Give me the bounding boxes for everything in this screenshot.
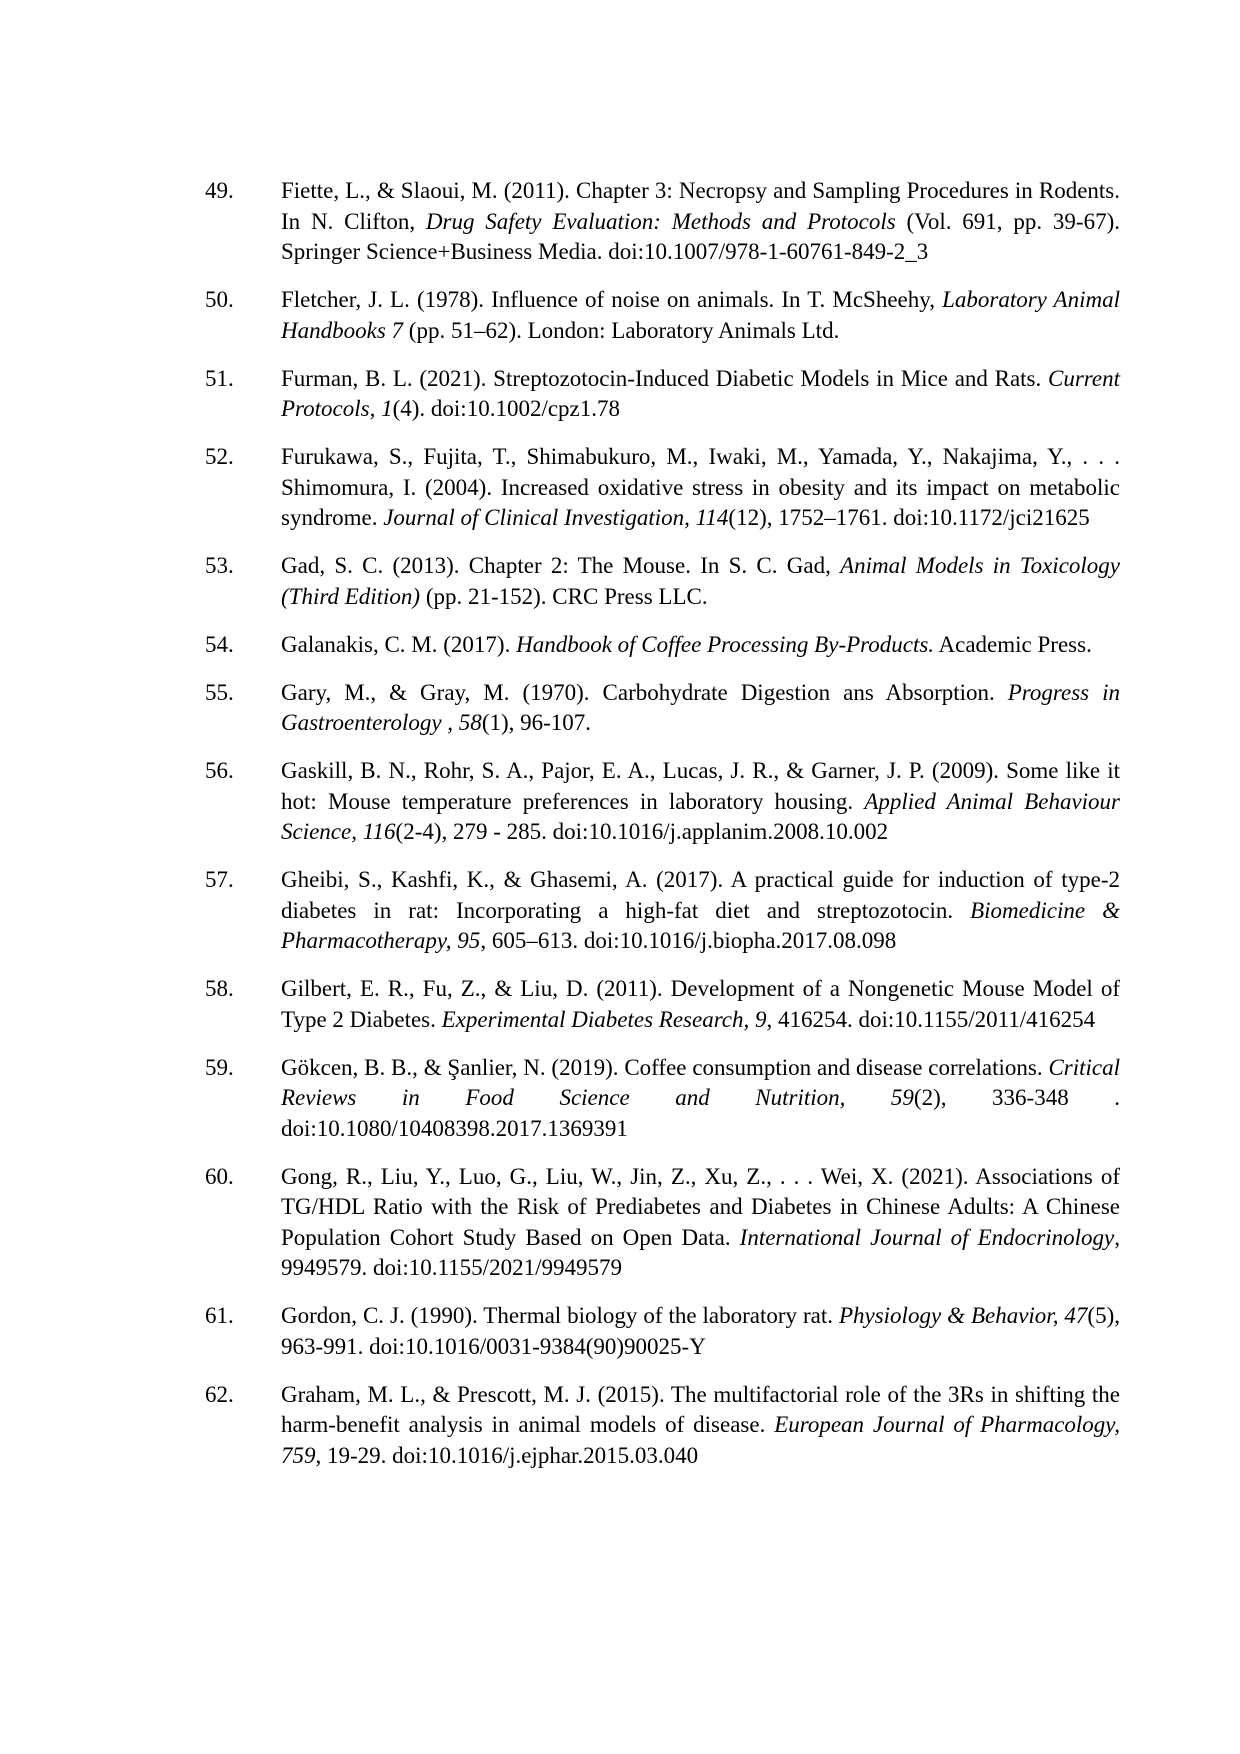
reference-segment: Graham, M. L., & Prescott, M. J. (2015). The multifactorial role of the 3Rs in shifting the harm-benefit analysis in animal models of disease. <box>281 1381 1120 1437</box>
reference-item <box>205 678 1120 739</box>
reference-segment: Academic Press. <box>934 631 1092 657</box>
reference-segment: Fiette, L., & Slaoui, M. (2011). Chapter 3: Necropsy and Sampling Procedures in Rodents. In N. Clifton, <box>281 178 1120 234</box>
reference-text <box>281 176 1120 268</box>
reference-number: 56. <box>205 758 234 783</box>
reference-segment: Gong, R., Liu, Y., Luo, G., Liu, W., Jin, Z., Xu, Z., . . . Wei, X. (2021). Associations of TG/HDL Ratio with the Risk of Prediabetes and Diabetes in Chinese Adults: A Chinese Population Cohort Study Based on Open Data. <box>281 1163 1120 1250</box>
reference-number: 50. <box>205 287 234 312</box>
reference-segment: (Vol. 691, pp. 39-67). Springer Science+Business Media. doi:10.1007/978-1-60761-849-2_3 <box>281 208 1120 264</box>
reference-number: 52. <box>205 444 234 469</box>
reference-source-title: Laboratory Animal Handbooks 7 <box>281 287 1120 343</box>
reference-number: 51. <box>205 365 234 391</box>
reference-segment: , 605–613. doi:10.1016/j.biopha.2017.08.098 <box>480 928 897 953</box>
reference-segment: Gilbert, E. R., Fu, Z., & Liu, D. (2011). Development of a Nongenetic Mouse Model of Type 2 Diabetes. <box>281 976 1120 1032</box>
reference-item <box>205 1380 1120 1472</box>
reference-segment: Gökcen, B. B., & Şanlier, N. (2019). Coffee consumption and disease correlations. <box>281 1054 1049 1080</box>
reference-text <box>281 1162 1120 1284</box>
reference-source-title: European Journal of Pharmacology, 759 <box>281 1412 1120 1468</box>
reference-text <box>281 285 1120 346</box>
reference-item <box>205 551 1120 612</box>
reference-segment: Gary, M., & Gray, M. (1970). Carbohydrate Digestion ans Absorption. <box>281 679 1008 705</box>
reference-text <box>281 1380 1120 1472</box>
reference-item <box>205 974 1120 1035</box>
reference-segment: Gheibi, S., Kashfi, K., & Ghasemi, A. (2017). A practical guide for induction of type-2 diabetes in rat: Incorporating a high-fat diet and streptozotocin. <box>281 867 1120 923</box>
reference-segment: (pp. 51–62). London: Laboratory Animals Ltd. <box>403 317 840 343</box>
reference-source-title: Experimental Diabetes Research, 9 <box>441 1006 767 1032</box>
reference-source-title: Journal of Clinical Investigation, 114 <box>383 505 729 530</box>
reference-source-title: Handbook of Coffee Processing By-Products. <box>516 631 935 657</box>
reference-item <box>205 630 1120 661</box>
reference-item <box>205 442 1120 534</box>
reference-segment: Gaskill, B. N., Rohr, S. A., Pajor, E. A., Lucas, J. R., & Garner, J. P. (2009). Some like it hot: Mouse temperature preferences in laboratory housing. <box>281 758 1120 814</box>
reference-text <box>281 1301 1120 1362</box>
reference-item <box>205 176 1120 268</box>
reference-number: 53. <box>205 553 234 578</box>
reference-item <box>205 285 1120 346</box>
reference-segment: , 9949579. doi:10.1155/2021/9949579 <box>281 1224 1121 1280</box>
reference-number: 62. <box>205 1381 234 1407</box>
reference-source-title: Current Protocols, 1 <box>281 365 1120 421</box>
reference-segment: (2), 336-348 . doi:10.1080/10408398.2017.1369391 <box>281 1085 1120 1141</box>
reference-source-title: International Journal of Endocrinology <box>739 1224 1115 1250</box>
reference-item <box>205 756 1120 848</box>
reference-number: 61. <box>205 1303 234 1328</box>
reference-number: 49. <box>205 178 234 203</box>
reference-text <box>281 1053 1120 1145</box>
reference-item <box>205 364 1120 425</box>
reference-segment: (pp. 21-152). CRC Press LLC. <box>420 583 708 609</box>
reference-item <box>205 865 1120 957</box>
reference-list <box>205 176 1120 1489</box>
reference-segment: (1), 96-107. <box>481 710 592 735</box>
reference-segment: Fletcher, J. L. (1978). Influence of noise on animals. In T. McSheehy, <box>281 287 943 312</box>
reference-segment: Galanakis, C. M. (2017). <box>281 631 517 657</box>
reference-item <box>205 1053 1120 1145</box>
reference-number: 54. <box>205 631 234 657</box>
reference-segment: Furman, B. L. (2021). Streptozotocin-Induced Diabetic Models in Mice and Rats. <box>281 365 1048 391</box>
reference-segment: Gad, S. C. (2013). Chapter 2: The Mouse. In S. C. Gad, <box>281 553 841 578</box>
reference-source-title: Drug Safety Evaluation: Methods and Protocols <box>425 208 896 234</box>
reference-segment: (2-4), 279 - 285. doi:10.1016/j.applanim.2008.10.002 <box>395 819 889 844</box>
reference-text <box>281 678 1120 739</box>
reference-item <box>205 1162 1120 1284</box>
reference-item <box>205 1301 1120 1362</box>
reference-segment: , 416254. doi:10.1155/2011/416254 <box>766 1006 1096 1032</box>
reference-segment: (4). doi:10.1002/cpz1.78 <box>392 396 620 421</box>
reference-text <box>281 756 1120 848</box>
reference-segment: , 19-29. doi:10.1016/j.ejphar.2015.03.040 <box>315 1442 699 1468</box>
reference-number: 59. <box>205 1054 234 1080</box>
reference-text <box>281 442 1120 534</box>
reference-source-title: Biomedicine & Pharmacotherapy, 95 <box>281 897 1120 953</box>
reference-number: 58. <box>205 976 234 1001</box>
reference-segment: Gordon, C. J. (1990). Thermal biology of the laboratory rat. <box>281 1303 839 1328</box>
reference-segment: Furukawa, S., Fujita, T., Shimabukuro, M., Iwaki, M., Yamada, Y., Nakajima, Y., . . . Shimomura, I. (2004). Increased oxidative stress in obesity and its impact on metabolic syndrome. <box>281 444 1120 530</box>
reference-number: 55. <box>205 679 234 705</box>
reference-text <box>281 551 1120 612</box>
reference-segment: (12), 1752–1761. doi:10.1172/jci21625 <box>728 505 1090 530</box>
reference-text <box>281 865 1120 957</box>
reference-number: 60. <box>205 1163 234 1189</box>
reference-text <box>281 364 1120 425</box>
reference-source-title: Applied Animal Behaviour Science, 116 <box>281 788 1121 844</box>
reference-text <box>281 974 1120 1035</box>
reference-source-title: Physiology & Behavior, 47 <box>838 1303 1088 1328</box>
reference-text <box>281 630 1120 661</box>
reference-source-title: Critical Reviews in Food Science and Nutrition, 59 <box>281 1054 1120 1110</box>
reference-source-title: Progress in Gastroenterology , 58 <box>281 679 1120 735</box>
reference-number: 57. <box>205 867 234 892</box>
reference-segment: (5), 963-991. doi:10.1016/0031-9384(90)90025-Y <box>281 1303 1120 1359</box>
reference-source-title: Animal Models in Toxicology (Third Edition) <box>281 553 1121 609</box>
